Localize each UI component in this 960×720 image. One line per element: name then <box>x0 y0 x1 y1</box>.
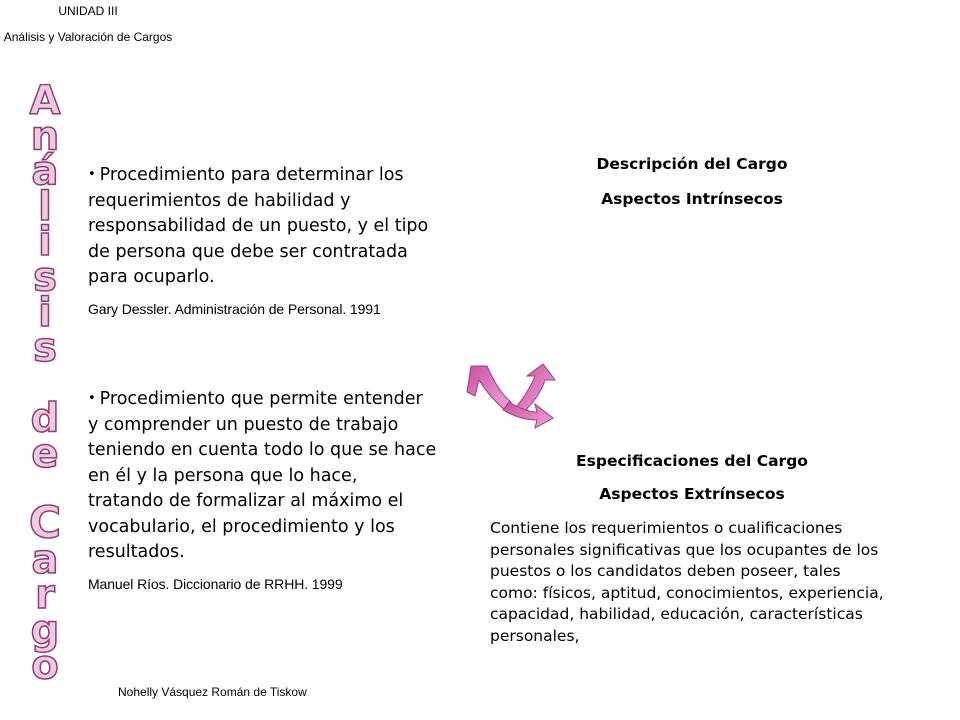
definition-1-text: • Procedimiento para determinar los requerimientos de habilidad y responsabilidad de un puesto, y el tipo de persona que debe ser contratada para ocuparlo. <box>88 165 429 287</box>
curved-double-arrow-icon <box>465 362 557 430</box>
wordart-letter: d <box>30 395 60 442</box>
vertical-wordart-title <box>0 84 90 684</box>
wordart-letter: r <box>35 572 55 619</box>
definition-2-text: • Procedimiento que permite entender y comprender un puesto de trabajo teniendo en cuenta todo lo que se hace en él y la persona que lo hace, tratando de formalizar al máximo el vocabulario, el procedimiento y los resultados. <box>88 389 437 562</box>
definition-1-citation: Gary Dessler. Administración de Personal. 1991 <box>88 300 381 317</box>
wordart-letter: C <box>28 497 62 549</box>
description-title: Descripción del Cargo <box>596 155 788 173</box>
wordart-letter: a <box>31 536 59 583</box>
wordart-letter: n <box>30 113 60 160</box>
definition-1 <box>88 162 438 317</box>
wordart-letter: g <box>30 607 60 654</box>
wordart-letter: s <box>33 325 57 372</box>
course-title: Análisis y Valoración de Cargos <box>3 30 173 44</box>
wordart-letter: l <box>38 183 52 230</box>
wordart-letter: s <box>33 254 57 301</box>
specifications-title: Especificaciones del Cargo <box>576 452 808 470</box>
specifications-subtitle: Aspectos Extrínsecos <box>599 485 785 503</box>
description-subtitle: Aspectos Intrínsecos <box>601 190 783 208</box>
wordart-letter: á <box>31 148 59 195</box>
wordart-letter: e <box>31 430 59 477</box>
wordart-letter: A <box>29 84 61 124</box>
wordart-letter: o <box>31 642 59 684</box>
definition-2-citation: Manuel Ríos. Diccionario de RRHH. 1999 <box>88 575 343 592</box>
footer-author: Nohelly Vásquez Román de Tiskow <box>118 685 307 699</box>
wordart-letter: i <box>38 289 52 336</box>
wordart-letter: i <box>38 219 52 266</box>
definition-2 <box>88 386 438 592</box>
unit-label: UNIDAD III <box>58 4 118 18</box>
specifications-body: Contiene los requerimientos o cualificaciones personales significativas que los ocupantes de los puestos o los candidatos deben poseer, tales como: físicos, aptitud, conocimientos, experiencia, capacidad, habilidad, educación, características personales, <box>490 519 884 645</box>
